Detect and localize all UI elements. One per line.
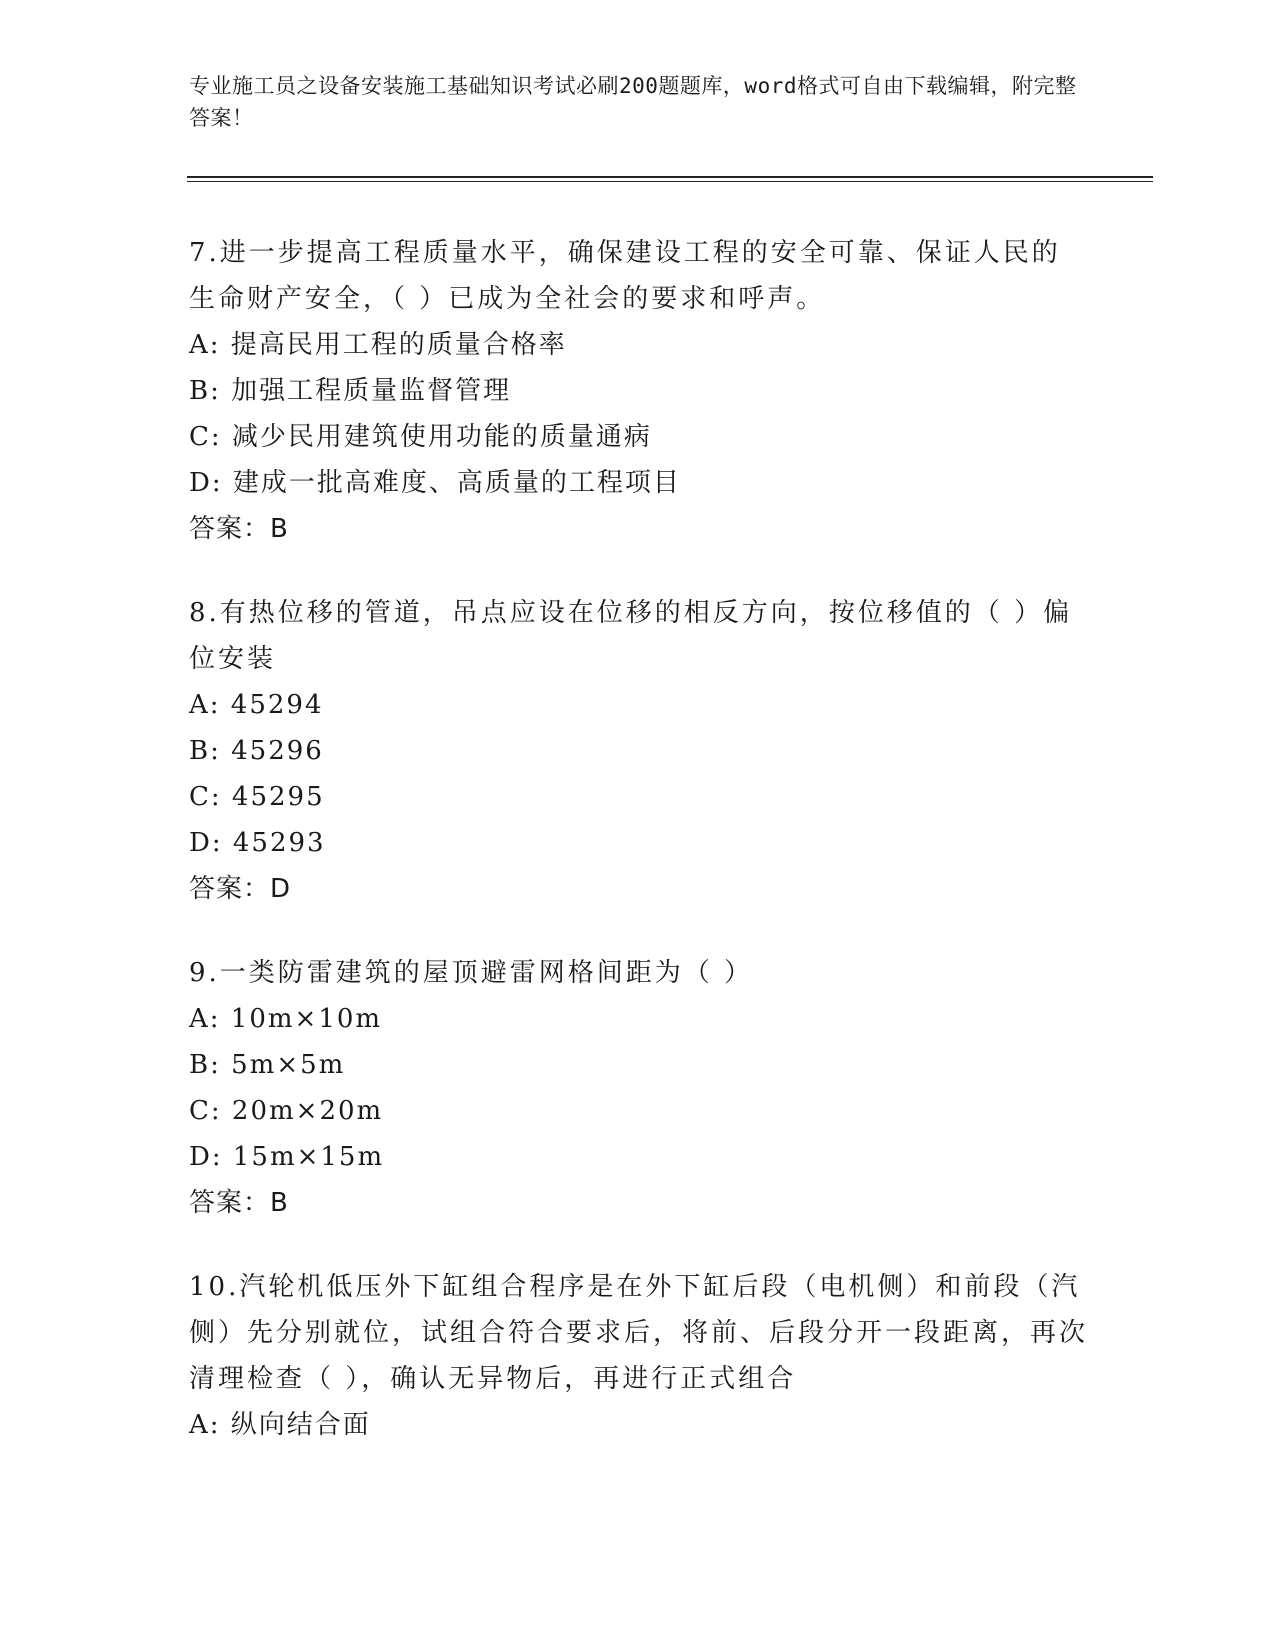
question-text: 10.汽轮机低压外下缸组合程序是在外下缸后段（电机侧）和前段（汽侧）先分别就位，试组合符合要求后，将前、后段分开一段距离，再次清理检查（ ），确认无异物后，再进行正式组合 <box>189 1272 1089 1394</box>
question-7 <box>189 230 1089 552</box>
option-a: A: 10m×10m <box>189 1004 383 1034</box>
header-divider <box>187 176 1153 182</box>
option-c: C: 减少民用建筑使用功能的质量通病 <box>189 422 652 452</box>
option-b: B: 45296 <box>189 736 324 766</box>
option-c: C: 20m×20m <box>189 1096 384 1126</box>
option-b: B: 加强工程质量监督管理 <box>189 376 512 406</box>
question-list <box>189 230 1089 1486</box>
question-text: 8.有热位移的管道，吊点应设在位移的相反方向，按位移值的（ ）偏位安装 <box>189 598 1073 674</box>
option-a: A: 45294 <box>189 690 324 720</box>
question-text: 7.进一步提高工程质量水平，确保建设工程的安全可靠、保证人民的生命财产安全，（ ）已成为全社会的要求和呼声。 <box>189 238 1061 314</box>
question-8 <box>189 590 1089 912</box>
page-header <box>189 70 1089 134</box>
answer-label: 答案：D <box>189 874 292 904</box>
option-b: B: 5m×5m <box>189 1050 346 1080</box>
option-d: D: 15m×15m <box>189 1142 385 1172</box>
option-d: D: 45293 <box>189 828 326 858</box>
answer-label: 答案：B <box>189 1188 289 1218</box>
question-10 <box>189 1264 1089 1448</box>
option-c: C: 45295 <box>189 782 325 812</box>
option-d: D: 建成一批高难度、高质量的工程项目 <box>189 468 681 498</box>
question-text: 9.一类防雷建筑的屋顶避雷网格间距为（ ） <box>189 958 754 988</box>
answer-label: 答案：B <box>189 514 289 544</box>
question-9 <box>189 950 1089 1226</box>
option-a: A: 纵向结合面 <box>189 1410 371 1440</box>
document-title: 专业施工员之设备安装施工基础知识考试必刷200题题库，word格式可自由下载编辑，附完整答案！ <box>189 74 1077 130</box>
option-a: A: 提高民用工程的质量合格率 <box>189 330 567 360</box>
